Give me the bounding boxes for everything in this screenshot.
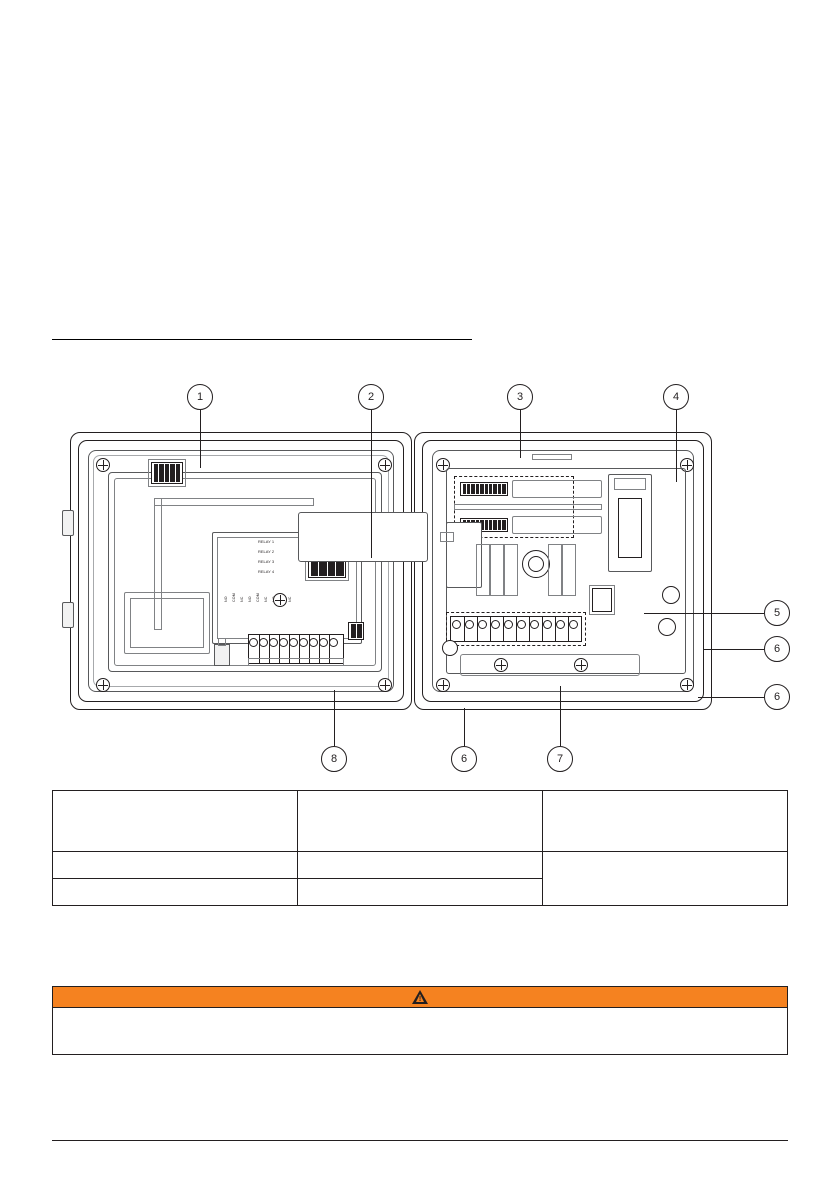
door-screw-top-left: [96, 458, 110, 472]
ground-stud-upper-right: [662, 586, 680, 604]
bottom-bracket: [460, 654, 640, 676]
relay-board-center-screw: [273, 593, 287, 607]
module-rail-divider: [454, 504, 602, 510]
top-latch-detail: [532, 454, 572, 460]
callout-4-leader: [676, 410, 677, 482]
wire-guide-fin-2: [490, 544, 504, 596]
power-terminal-screw-8: [543, 620, 552, 629]
callout-5: 5: [764, 600, 790, 626]
connector-header-item1-shadow: [148, 459, 186, 487]
legend-cell-r2c3: [542, 852, 788, 906]
caution-notice-header: [53, 987, 787, 1008]
instrument-enclosure-artwork: [62, 426, 722, 716]
wire-guide-fin-1: [476, 544, 490, 596]
expansion-card-connector: [618, 498, 642, 558]
power-terminal-screw-5: [504, 620, 513, 629]
auxiliary-connector-left: [214, 644, 230, 666]
power-terminal-screw-10: [569, 620, 578, 629]
module-connector-upper: [460, 482, 508, 496]
power-terminal-screw-7: [530, 620, 539, 629]
callout-6-right-lower-leader: [698, 697, 764, 698]
terminal-strip-base: [248, 658, 344, 666]
legend-cell-r2c2: [297, 852, 542, 879]
module-rail-upper: [512, 480, 602, 498]
callout-2: 2: [358, 384, 384, 410]
callout-8-leader: [334, 690, 335, 746]
power-terminal-screw-4: [491, 620, 500, 629]
relay-terminal-mark-2: COM: [232, 593, 236, 602]
table-row: [53, 852, 788, 879]
callout-7-leader: [560, 686, 561, 746]
relay-row-label-4: RELAY 4: [258, 569, 275, 574]
terminal-screw-6: [299, 638, 308, 647]
body-screw-bottom-left: [436, 678, 450, 692]
door-screw-top-right: [378, 458, 392, 472]
legend-cell-r1c1: [53, 791, 298, 852]
legend-cell-r3c2: [297, 879, 542, 906]
power-terminal-screw-1: [452, 620, 461, 629]
auxiliary-pin-header-right: [348, 622, 364, 640]
callout-5-leader: [644, 613, 764, 614]
terminal-screw-1: [249, 638, 258, 647]
terminal-screw-9: [329, 638, 338, 647]
door-screw-bottom-right: [378, 678, 392, 692]
caution-notice-body: [53, 1008, 787, 1054]
relay-terminal-mark-3: NC: [240, 596, 244, 602]
terminal-screw-4: [279, 638, 288, 647]
auxiliary-connector-left-pin: [218, 638, 226, 646]
relay-row-label-3: RELAY 3: [258, 559, 275, 564]
ground-stud-lower-left: [442, 640, 458, 656]
callout-6-right-upper: 6: [764, 636, 790, 662]
terminal-screw-8: [319, 638, 328, 647]
hinge-tab-upper: [62, 510, 74, 536]
legend-cell-r1c2: [297, 791, 542, 852]
terminal-screw-7: [309, 638, 318, 647]
legend-cell-r3c1: [53, 879, 298, 906]
terminal-screw-2: [259, 638, 268, 647]
expansion-card-latch: [614, 478, 646, 490]
cable-gland-center-inner: [528, 556, 544, 572]
callout-3: 3: [507, 384, 533, 410]
page-bottom-band: [0, 1188, 840, 1192]
door-screw-bottom-left: [96, 678, 110, 692]
callout-6-bottom-leader: [464, 708, 465, 746]
relay-terminal-mark-4: NO: [248, 596, 252, 602]
callout-1-leader: [200, 410, 201, 468]
callout-6-right-lower: 6: [764, 684, 790, 710]
ribbon-cable-cover: [298, 512, 428, 562]
body-screw-bottom-right: [680, 678, 694, 692]
relay-terminal-mark-1: NO: [224, 596, 228, 602]
callout-1: 1: [187, 384, 213, 410]
callout-3-leader: [520, 410, 521, 458]
power-terminal-screw-3: [478, 620, 487, 629]
power-terminal-screw-2: [465, 620, 474, 629]
table-row: [53, 791, 788, 852]
cable-channel-upper: [154, 498, 314, 506]
relay-terminal-mark-6: NC: [264, 596, 268, 602]
legend-cell-r1c3: [542, 791, 788, 852]
hinge-tab-lower: [62, 602, 74, 628]
footer-divider-rule: [52, 1140, 788, 1141]
power-terminal-screw-9: [556, 620, 565, 629]
power-terminal-screw-6: [517, 620, 526, 629]
callout-8: 8: [321, 746, 347, 772]
ground-stud-lower-right: [658, 618, 676, 636]
callout-2-leader: [371, 410, 372, 558]
warning-exclamation-mark: !: [418, 996, 422, 1003]
relay-terminal-mark-9: NC: [288, 596, 292, 602]
terminal-screw-3: [269, 638, 278, 647]
relay-row-label-2: RELAY 2: [258, 549, 275, 554]
legend-cell-r2c1: [53, 852, 298, 879]
wire-guide-fin-5: [562, 544, 576, 596]
callout-6-bottom: 6: [451, 746, 477, 772]
module-rail-lower: [512, 516, 602, 534]
wire-guide-fin-4: [548, 544, 562, 596]
caution-notice: [52, 986, 788, 1055]
callout-7: 7: [547, 746, 573, 772]
power-module-inner: [130, 598, 204, 648]
wire-guide-fin-3: [504, 544, 518, 596]
section-divider-rule: [52, 339, 472, 340]
figure-legend-table: [52, 790, 788, 906]
callout-4: 4: [663, 384, 689, 410]
terminal-screw-5: [289, 638, 298, 647]
callout-6-right-upper-leader: [704, 649, 764, 650]
display-ribbon-slot: [440, 532, 454, 542]
figure-enclosure-diagram: [52, 378, 792, 778]
sensor-connector-item5-frame: [589, 585, 615, 615]
relay-terminal-mark-5: COM: [256, 593, 260, 602]
relay-row-label-1: RELAY 1: [258, 539, 275, 544]
